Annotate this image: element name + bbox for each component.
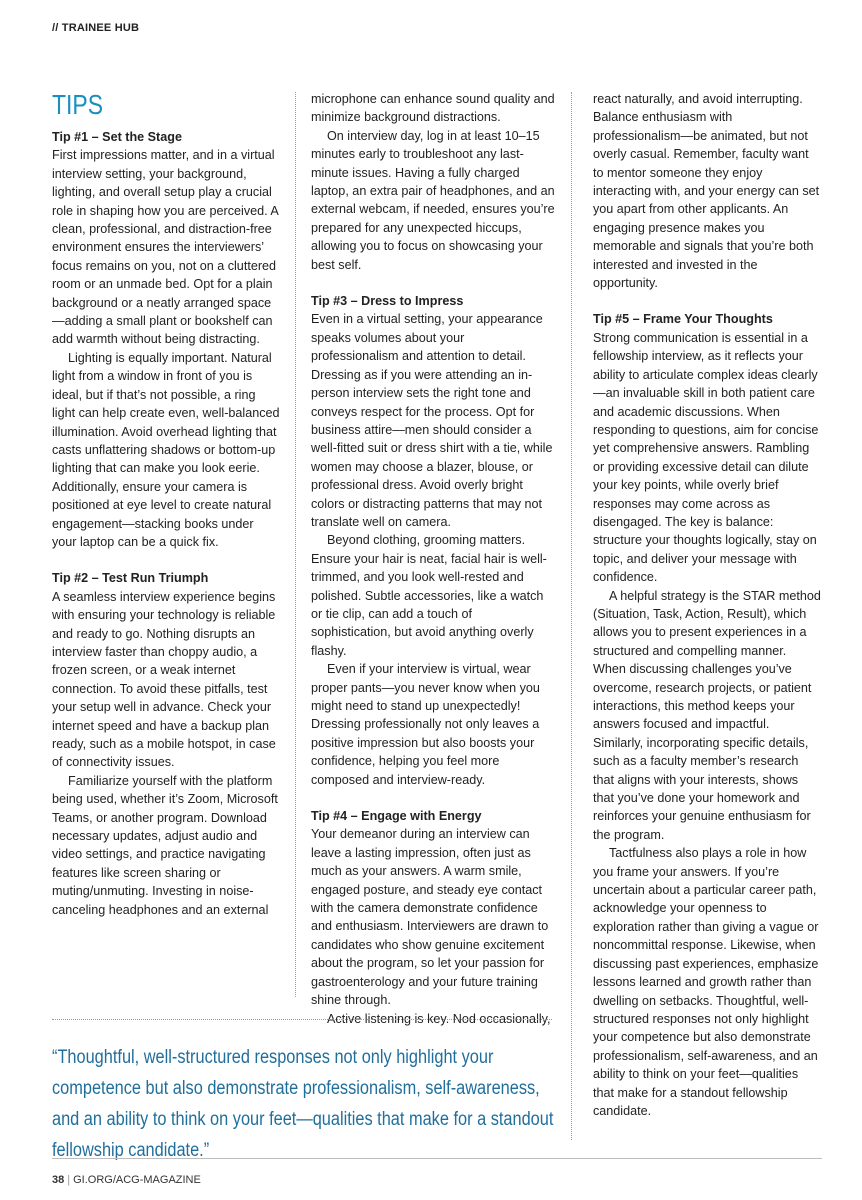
tip2-continued: microphone can enhance sound quality and minimize background distractions. (311, 92, 555, 125)
tip4-heading: Tip #4 – Engage with Energy (311, 809, 482, 824)
page-number: 38 (52, 1174, 65, 1186)
tip5-paragraph-2: A helpful strategy is the STAR method (Situation, Task, Action, Result), which allows you to present experiences in a structured and compelling manner. When discussing challenges you’ve overcome, research projects, or patient interactions, this method keeps your answers focused and impactful. Similarly, incorporating specific details, such as a faculty member’s research that aligns with your interests, shows that you’ve done your homework and reinforces your genuine enthusiasm for the program. (593, 588, 821, 842)
tip2-paragraph-2: Familiarize yourself with the platform being used, whether it’s Zoom, Microsoft Teams, or another program. Download necessary updates, adjust audio and video settings, and practice navigating features like screen sharing or muting/unmuting. Investing in noise-canceling headphones and an external (52, 773, 278, 917)
tip3-heading: Tip #3 – Dress to Impress (311, 294, 464, 309)
tip4-continued: react naturally, and avoid interrupting. Balance enthusiasm with professionalism—be animated, but not overly casual. Remember, faculty want to mentor someone they enjoy interacting with, and your energy can set you apart from other applicants. An engaging presence makes you memorable and signals that you’re both interested and invested in the opportunity. (593, 92, 820, 291)
footer-separator: | (67, 1174, 71, 1186)
column-3 (593, 90, 821, 1120)
tip3-paragraph-3: Even if your interview is virtual, wear proper pants—you never know when you might need to stand up unexpectedly! Dressing professionally not only leaves a positive impression but also boosts your confidence, helping you feel more composed and interview-ready. (311, 662, 540, 787)
footer (52, 1174, 201, 1186)
page-title: TIPS (52, 89, 104, 120)
pull-quote-divider (52, 1019, 552, 1020)
column-2 (311, 90, 555, 1028)
column-divider-2 (571, 92, 572, 1140)
tip2-heading: Tip #2 – Test Run Triumph (52, 571, 209, 586)
tip1-paragraph-2: Lighting is equally important. Natural light from a window in front of you is ideal, but if that’s not possible, a ring light can help create even, well-balanced illumination. Avoid overhead lighting that casts unflattering shadows or bottom-up lighting that can make you look eerie. Additionally, ensure your camera is positioned at eye level to create natural engagement—stacking books under your laptop can be a quick fix. (52, 350, 280, 549)
tip5-paragraph-3: Tactfulness also plays a role in how you frame your answers. If you’re uncertain about a particular career path, acknowledge your openness to exploration rather than giving a vague or noncommittal response. Likewise, when discussing past experiences, emphasize lessons learned and growth rather than dwelling on setbacks. Thoughtful, well-structured responses not only highlight your competence but also demonstrate professionalism, self-awareness, and an ability to think on your feet—qualities that make for a standout fellowship candidate. (593, 846, 819, 1118)
tip3-paragraph-1: Even in a virtual setting, your appearance speaks volumes about your professionalism and attention to detail. Dressing as if you were attending an in-person interview sets the right tone and conveys respect for the process. Opt for business attire—men should consider a well-fitted suit or dress shirt with a tie, while women may choose a blazer, blouse, or professional dress. Avoid overly bright colors or distracting patterns that may not translate well on camera. (311, 312, 553, 529)
tip1-paragraph-1: First impressions matter, and in a virtual interview setting, your background, lighting, and overall setup play a crucial role in shaping how you are perceived. A clean, professional, and distraction-free environment ensures the interviewers’ focus remains on you, not on a cluttered room or an unmade bed. Opt for a plain background or a neatly arranged space—adding a small plant or bookshelf can add warmth without being distracting. (52, 148, 279, 347)
tip2-paragraph-3: On interview day, log in at least 10–15 minutes early to troubleshoot any last-minute issues. Having a fully charged laptop, an extra pair of headphones, and an external webcam, if needed, ensures you’re prepared for any unexpected hiccups, allowing you to focus on showcasing your best self. (311, 128, 555, 272)
footer-rule (52, 1158, 822, 1159)
tip1-heading: Tip #1 – Set the Stage (52, 130, 182, 144)
column-1 (52, 90, 280, 919)
tip3-paragraph-2: Beyond clothing, grooming matters. Ensure your hair is neat, facial hair is well-trimmed, and you look well-rested and polished. Subtle accessories, like a watch or tie clip, can add a touch of sophistication, but avoid anything overly flashy. (311, 533, 547, 658)
pull-quote: “Thoughtful, well-structured responses not only highlight your competence but also demonstrate professionalism, self-awareness, and an ability to think on your feet—qualities that make for a standout fellowship candidate.” (52, 1047, 554, 1161)
tip2-paragraph-1: A seamless interview experience begins with ensuring your technology is reliable and ready to go. Nothing disrupts an interview faster than choppy audio, a frozen screen, or a weak internet connection. To avoid these pitfalls, test your setup well in advance. Check your internet speed and have a backup plan ready, such as a mobile hotspot, in case of connectivity issues. (52, 589, 276, 770)
tip5-heading: Tip #5 – Frame Your Thoughts (593, 312, 773, 327)
footer-site-link[interactable]: GI.ORG/ACG-MAGAZINE (73, 1174, 201, 1186)
section-header: // TRAINEE HUB (52, 22, 140, 34)
tip4-paragraph-2: Active listening is key. Nod occasionally, (327, 1011, 551, 1026)
tip4-paragraph-1: Your demeanor during an interview can leave a lasting impression, often just as much as your answers. A warm smile, engaged posture, and steady eye contact with the camera demonstrate confidence and enthusiasm. Interviewers are drawn to candidates who show genuine excitement about the program, so let your passion for gastroenterology and your future training shine through. (311, 827, 549, 1008)
tip5-paragraph-1: Strong communication is essential in a fellowship interview, as it reflects your ability to articulate complex ideas clearly—an invaluable skill in both patient care and academic discussions. When responding to questions, aim for concise yet comprehensive answers. Rambling or providing excessive detail can dilute your key points, while overly brief responses may come across as disengaged. The key is balance: structure your thoughts logically, stay on topic, and deliver your message with confidence. (593, 330, 819, 585)
column-divider-1 (295, 92, 296, 997)
